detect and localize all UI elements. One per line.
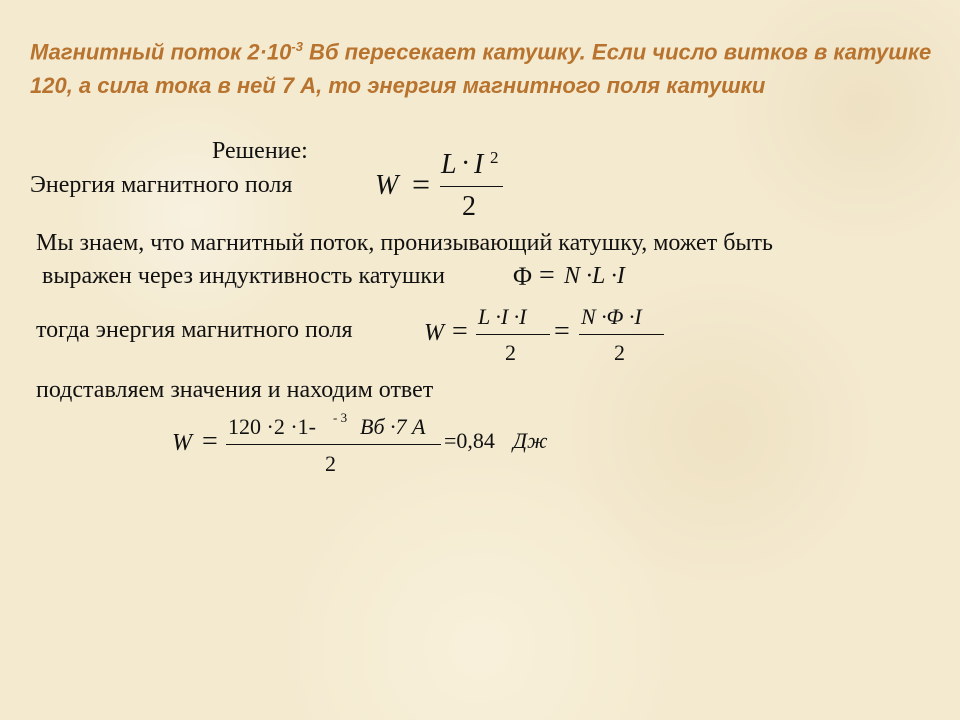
formula2-phi: Φ — [513, 262, 533, 291]
formula4-den: 2 — [325, 451, 336, 476]
formula4-fraction-bar — [226, 444, 441, 445]
formula4-equals: = — [202, 426, 218, 457]
formula2-rhs: N ·L ·I — [564, 263, 625, 289]
formula1-equals: = — [412, 166, 431, 202]
flux-text-line2: выражен через индуктивность катушки — [42, 263, 445, 289]
energy-then-label: тогда энергия магнитного поля — [36, 317, 353, 343]
formula4-result: =0,84 — [444, 428, 495, 453]
formula1-den: 2 — [462, 191, 476, 222]
formula4-num-units: Вб ·7 А — [360, 414, 426, 439]
problem-exponent: -3 — [291, 39, 303, 54]
formula3-den-1: 2 — [505, 340, 516, 365]
formula3-num-1: L ·I ·I — [478, 304, 527, 329]
formula1-num-dot: · — [461, 148, 471, 179]
formula1-num-l: L — [441, 149, 457, 180]
problem-text-part2: Вб пересекает катушку. Если число витков в катушке 120, а сила тока в ней 7 А, то энергия магнитного поля катушки — [30, 39, 932, 99]
formula3-lhs: W — [424, 320, 444, 346]
substitute-label: подставляем значения и находим ответ — [36, 377, 434, 403]
formula3-equals-1: = — [452, 316, 468, 347]
formula1-lhs: W — [375, 170, 399, 201]
formula4-exp: - 3 — [333, 410, 348, 425]
formula3-fraction-bar-2 — [579, 334, 664, 335]
formula4-unit: Дж — [513, 428, 548, 453]
solution-label: Решение: — [212, 138, 308, 164]
formula3-num-2: N ·Φ ·I — [581, 304, 642, 329]
formula1-num-pow: 2 — [490, 148, 499, 167]
formula2-equals: = — [539, 260, 555, 291]
formula1-num-i: I — [474, 149, 484, 180]
flux-text-line1: Мы знаем, что магнитный поток, пронизывающий катушку, может быть — [36, 230, 773, 256]
formula4-lhs: W — [172, 430, 192, 456]
formula3-equals-2: = — [554, 316, 570, 347]
formula3-den-2: 2 — [614, 340, 625, 365]
energy-label: Энергия магнитного поля — [30, 172, 293, 198]
formula1-fraction-bar — [440, 186, 503, 187]
formula3-fraction-bar-1 — [476, 334, 550, 335]
problem-statement — [30, 30, 940, 103]
problem-text-part1: Магнитный поток 2·10 — [30, 39, 292, 65]
formula4-num: 120 ·2 ·1- — [228, 414, 316, 439]
